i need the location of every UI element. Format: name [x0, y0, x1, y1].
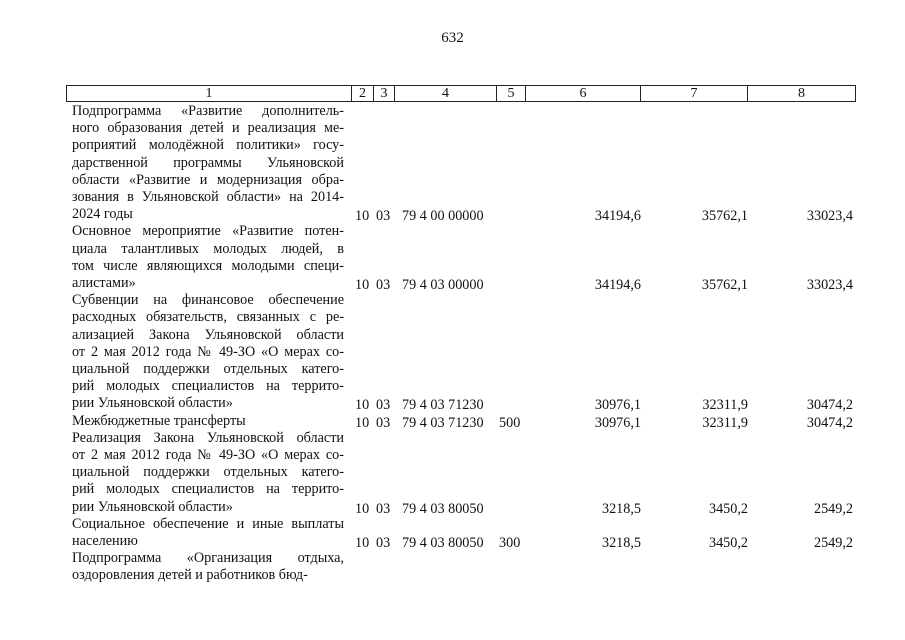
- header-cell-4: 4: [395, 86, 497, 101]
- amount-col-7: 35762,1: [701, 208, 748, 225]
- target-article: 79 4 03 71230: [402, 414, 484, 431]
- amount-col-8: 30474,2: [806, 397, 853, 414]
- description-line: Реализация Закона Ульяновской области: [72, 429, 344, 446]
- amount-col-6: 30976,1: [594, 397, 641, 414]
- row-description: [72, 516, 344, 550]
- header-cell-7: 7: [641, 86, 748, 101]
- subsection-code: 03: [376, 500, 391, 517]
- description-line: от 2 мая 2012 года № 49-ЗО «О мерах со-: [72, 447, 344, 463]
- amount-col-6: 3218,5: [601, 535, 641, 551]
- section-code: 10: [355, 397, 370, 414]
- description-line: рии Ульяновской области»: [72, 395, 233, 412]
- description-line: 2024 годы: [72, 206, 133, 223]
- amount-col-8: 2549,2: [813, 500, 853, 517]
- description-line: расходных обязательств, связанных с ре-: [72, 309, 344, 326]
- description-line: Субвенции на финансовое обеспечение: [72, 292, 344, 309]
- header-cell-6: 6: [526, 86, 641, 101]
- row-description: [72, 103, 344, 223]
- subsection-code: 03: [376, 535, 391, 551]
- description-line: циальной поддержки отдельных катего-: [72, 464, 344, 481]
- amount-col-7: 35762,1: [701, 277, 748, 293]
- subsection-code: 03: [376, 208, 391, 225]
- description-line: оздоровления детей и работников бюд-: [72, 567, 308, 584]
- header-cell-1: 1: [67, 86, 352, 101]
- target-article: 79 4 03 80050: [402, 500, 484, 517]
- description-line: том числе являющихся молодыми специ-: [72, 257, 344, 274]
- amount-col-6: 34194,6: [594, 208, 641, 225]
- target-article: 79 4 03 71230: [402, 397, 484, 414]
- page-number: 632: [441, 30, 464, 46]
- amount-col-7: 3450,2: [708, 535, 748, 551]
- description-line: рий молодых специалистов на террито-: [72, 481, 344, 498]
- section-code: 10: [355, 414, 370, 431]
- amount-col-8: 33023,4: [806, 277, 853, 293]
- description-line: области «Развитие и модернизация обра-: [72, 171, 344, 188]
- section-code: 10: [355, 208, 370, 225]
- amount-col-6: 34194,6: [594, 277, 641, 293]
- description-line: ного образования детей и реализация ме-: [72, 120, 344, 137]
- description-line: рии Ульяновской области»: [72, 498, 233, 515]
- description-line: населению: [72, 533, 138, 549]
- header-cell-8: 8: [798, 86, 805, 101]
- section-code: 10: [355, 500, 370, 517]
- header-cell-3: 3: [374, 86, 395, 101]
- section-code: 10: [355, 277, 370, 293]
- row-description: [72, 292, 344, 412]
- amount-col-7: 3450,2: [708, 500, 748, 517]
- description-line: алистами»: [72, 275, 136, 291]
- description-line: Социальное обеспечение и иные выплаты: [72, 515, 344, 532]
- row-description: [72, 430, 344, 516]
- description-line: Подпрограмма «Организация отдыха,: [72, 550, 344, 567]
- description-line: Основное мероприятие «Развитие потен-: [72, 223, 344, 240]
- expense-type: 300: [499, 535, 521, 551]
- expense-type: 500: [499, 414, 521, 431]
- subsection-code: 03: [376, 277, 391, 293]
- description-line: циальной поддержки отдельных катего-: [72, 361, 344, 377]
- description-line: рий молодых специалистов на террито-: [72, 378, 344, 395]
- section-code: 10: [355, 535, 370, 551]
- subsection-code: 03: [376, 397, 391, 414]
- description-line: Межбюджетные трансферты: [72, 412, 246, 429]
- description-line: роприятий молодёжной политики» госу-: [72, 137, 344, 154]
- target-article: 79 4 00 00000: [402, 208, 484, 225]
- description-line: ализацией Закона Ульяновской области: [72, 326, 344, 343]
- target-article: 79 4 03 80050: [402, 535, 484, 551]
- target-article: 79 4 03 00000: [402, 277, 484, 293]
- amount-col-8: 33023,4: [806, 208, 853, 225]
- description-line: от 2 мая 2012 года № 49-ЗО «О мерах со-: [72, 343, 344, 360]
- header-cell-5: 5: [497, 86, 526, 101]
- description-line: зования в Ульяновской области» на 2014-: [72, 189, 344, 206]
- amount-col-6: 30976,1: [594, 414, 641, 431]
- description-line: циала талантливых молодых людей, в: [72, 240, 344, 257]
- table-header: [66, 85, 856, 102]
- description-line: дарственной программы Ульяновской: [72, 154, 344, 171]
- row-description: [72, 223, 344, 292]
- description-line: Подпрограмма «Развитие дополнитель-: [72, 103, 344, 119]
- row-description: [72, 550, 344, 584]
- amount-col-8: 30474,2: [806, 414, 853, 431]
- amount-col-6: 3218,5: [601, 500, 641, 517]
- amount-col-7: 32311,9: [702, 397, 748, 414]
- header-cell-2: 2: [352, 86, 374, 101]
- subsection-code: 03: [376, 414, 391, 431]
- row-description: [72, 413, 344, 430]
- amount-col-8: 2549,2: [813, 535, 853, 551]
- amount-col-7: 32311,9: [702, 414, 748, 431]
